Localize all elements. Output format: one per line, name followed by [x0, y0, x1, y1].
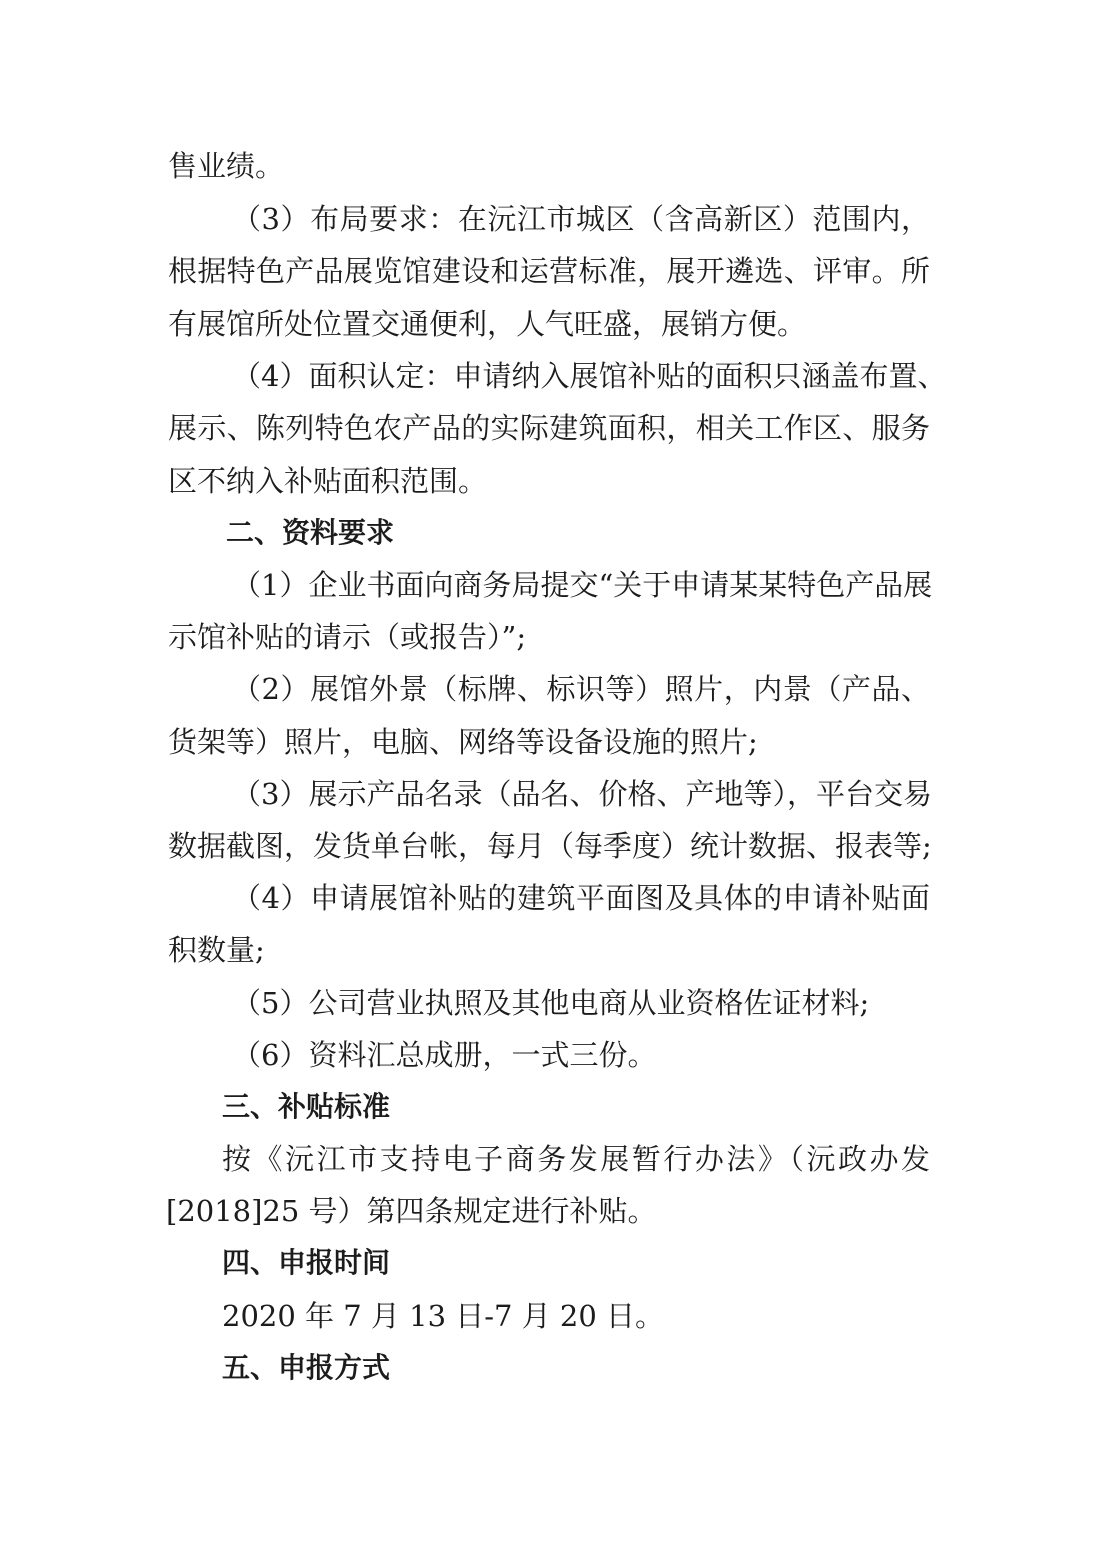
- paragraph-line: 2020 年 7 月 13 日-7 月 20 日。: [222, 1299, 665, 1333]
- paragraph-line: [2018]25 号）第四条规定进行补贴。: [166, 1194, 657, 1228]
- paragraph-line: 有展馆所处位置交通便利，人气旺盛，展销方便。: [168, 307, 807, 341]
- paragraph-line: 展示、陈列特色农产品的实际建筑面积，相关工作区、服务: [168, 411, 930, 445]
- paragraph-line: （6）资料汇总成册，一式三份。: [232, 1038, 657, 1072]
- paragraph-line: （5）公司营业执照及其他电商从业资格佐证材料;: [232, 986, 870, 1020]
- paragraph-line: 区不纳入补贴面积范围。: [168, 464, 488, 498]
- paragraph-line: （2）展馆外景（标牌、标识等）照片，内景（产品、: [232, 672, 930, 706]
- paragraph-line: 数据截图，发货单台帐，每月（每季度）统计数据、报表等;: [168, 829, 932, 863]
- paragraph-line: 根据特色产品展览馆建设和运营标准，展开遴选、评审。所: [168, 254, 930, 288]
- paragraph-line: （3）展示产品名录（品名、价格、产地等），平台交易: [232, 777, 932, 811]
- paragraph-line: 示馆补贴的请示（或报告）”;: [168, 620, 527, 654]
- section-heading: 五、申报方式: [222, 1351, 391, 1384]
- section-heading: 三、补贴标准: [222, 1090, 391, 1123]
- section-heading: 四、申报时间: [222, 1246, 391, 1279]
- paragraph-line: 货架等）照片，电脑、网络等设备设施的照片;: [168, 725, 758, 759]
- paragraph-line: （1）企业书面向商务局提交“关于申请某某特色产品展: [232, 568, 933, 602]
- paragraph-line: （4）申请展馆补贴的建筑平面图及具体的申请补贴面: [232, 881, 930, 915]
- paragraph-line: 积数量;: [168, 933, 265, 967]
- paragraph-line: 售业绩。: [168, 149, 285, 183]
- paragraph-line: 按《沅江市支持电子商务发展暂行办法》（沅政办发: [222, 1142, 930, 1176]
- paragraph-line: （4）面积认定：申请纳入展馆补贴的面积只涵盖布置、: [232, 359, 947, 393]
- section-heading: 二、资料要求: [226, 516, 395, 549]
- paragraph-line: （3）布局要求：在沅江市城区（含高新区）范围内，: [232, 202, 930, 236]
